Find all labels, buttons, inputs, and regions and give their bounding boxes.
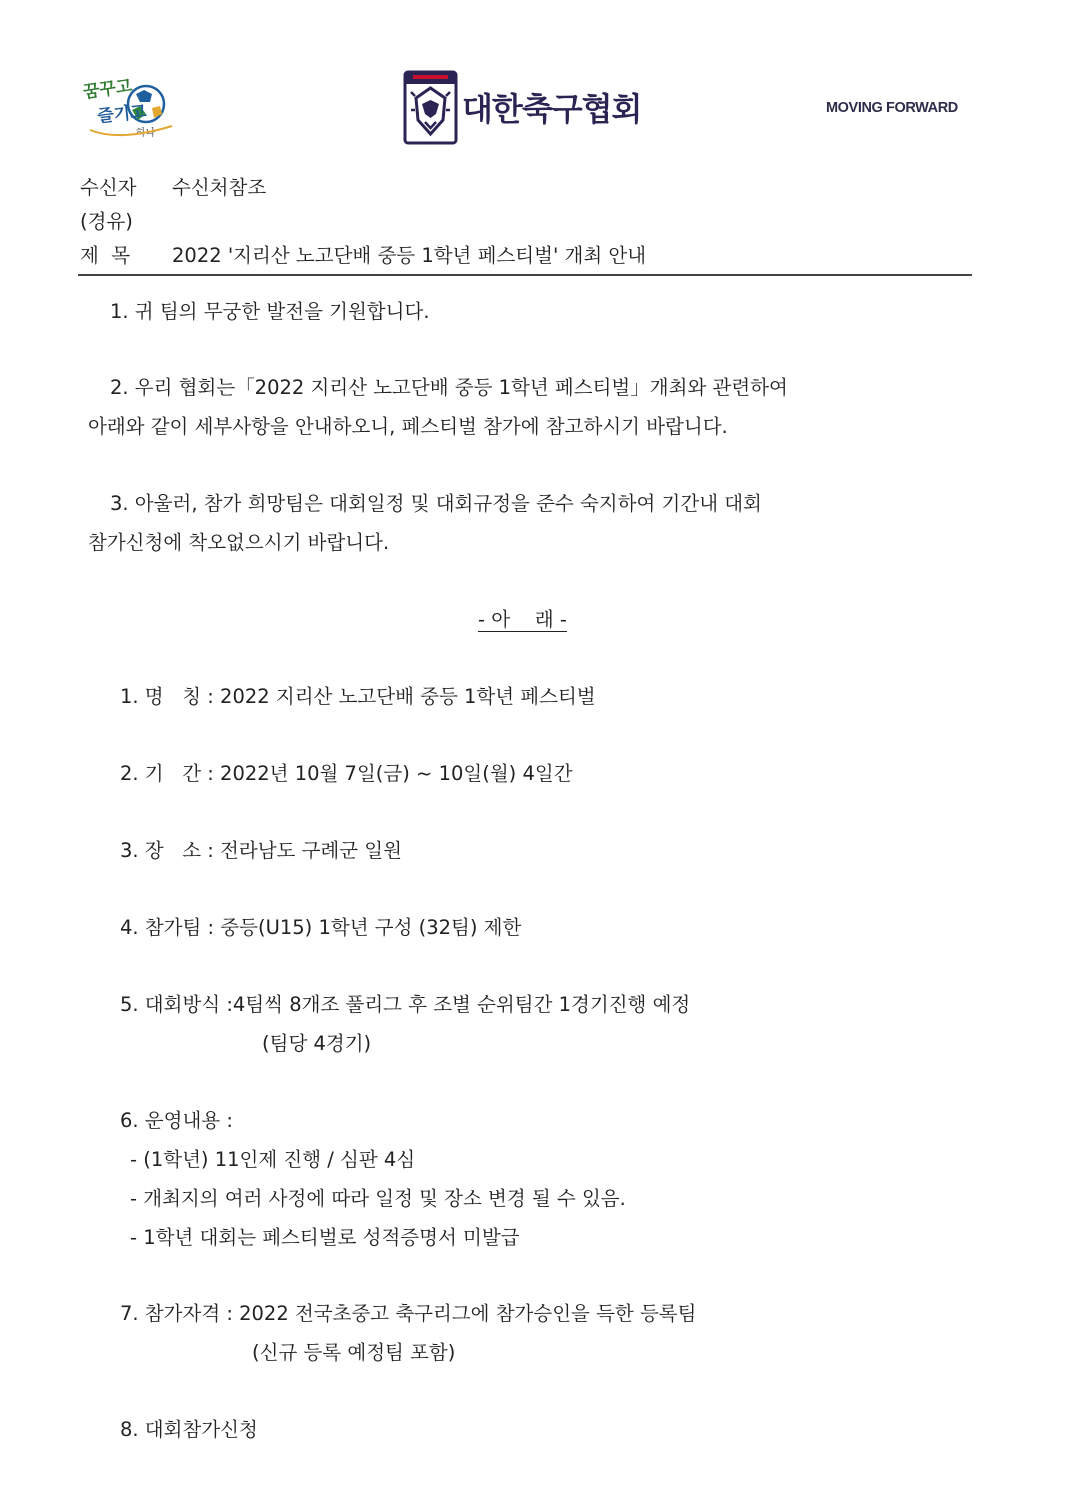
recipient-row [80,176,266,200]
logo-text-2: 즐기고 [96,101,148,127]
item-5-line-2: (팀당 4경기) [262,1032,372,1055]
paragraph-2-line-2: 아래와 같이 세부사항을 안내하오니, 페스티벌 참가에 참고하시기 바랍니다. [88,415,728,438]
paragraph-2-line-1: 2. 우리 협회는「2022 지리산 노고단배 중등 1학년 페스티벌」개최와 관련하여 [110,376,788,399]
paragraph-3-line-1: 3. 아울러, 참가 희망팀은 대회일정 및 대회규정을 준수 숙지하여 기간내 대회 [110,492,762,515]
item-8: 8. 대회참가신청 [120,1418,258,1441]
header-divider [78,274,972,276]
subject-value: 2022 '지리산 노고단배 중등 1학년 페스티벌' 개최 안내 [172,244,647,267]
org-name: 대한축구협회 [462,90,642,128]
item-7-line-1: 7. 참가자격 : 2022 전국초중고 축구리그에 참가승인을 득한 등록팀 [120,1302,697,1325]
item-7-line-2: (신규 등록 예정팀 포함) [252,1341,456,1364]
item-6-title: 6. 운영내용 : [120,1109,233,1132]
item-1: 1. 명 칭 : 2022 지리산 노고단배 중등 1학년 페스티벌 [120,685,596,708]
item-4: 4. 참가팀 : 중등(U15) 1학년 구성 (32팀) 제한 [120,916,522,939]
slogan: MOVING FORWARD [826,100,958,116]
recipient-label: 수신자 [80,176,137,199]
subject-label: 제 목 [80,244,131,267]
recipient-value: 수신처참조 [172,176,267,199]
item-6-bullet-2: - 개최지의 여러 사정에 따라 일정 및 장소 변경 될 수 있음. [130,1187,626,1210]
item-2: 2. 기 간 : 2022년 10월 7일(금) ~ 10일(월) 4일간 [120,762,573,785]
logo-text-3: 하나 [136,128,156,139]
paragraph-1: 1. 귀 팀의 무궁한 발전을 기원합니다. [110,300,430,323]
item-6-bullet-1: - (1학년) 11인제 진행 / 심판 4심 [130,1148,416,1171]
letterhead [0,0,1080,160]
item-3: 3. 장 소 : 전라남도 구례군 일원 [120,839,402,862]
paragraph-3-line-2: 참가신청에 착오없으시기 바랍니다. [88,531,390,554]
subject-row [80,244,646,268]
via-label: (경유) [80,210,133,233]
item-5-line-1: 5. 대회방식 :4팀씩 8개조 풀리그 후 조별 순위팀간 1경기진행 예정 [120,993,691,1016]
campaign-logo [80,70,180,142]
item-6-bullet-3: - 1학년 대회는 페스티벌로 성적증명서 미발급 [130,1226,520,1249]
logo-text-1: 꿈꾸고 [81,76,134,103]
section-title: - 아 래 - [478,608,567,631]
kfa-emblem-icon [403,70,458,145]
